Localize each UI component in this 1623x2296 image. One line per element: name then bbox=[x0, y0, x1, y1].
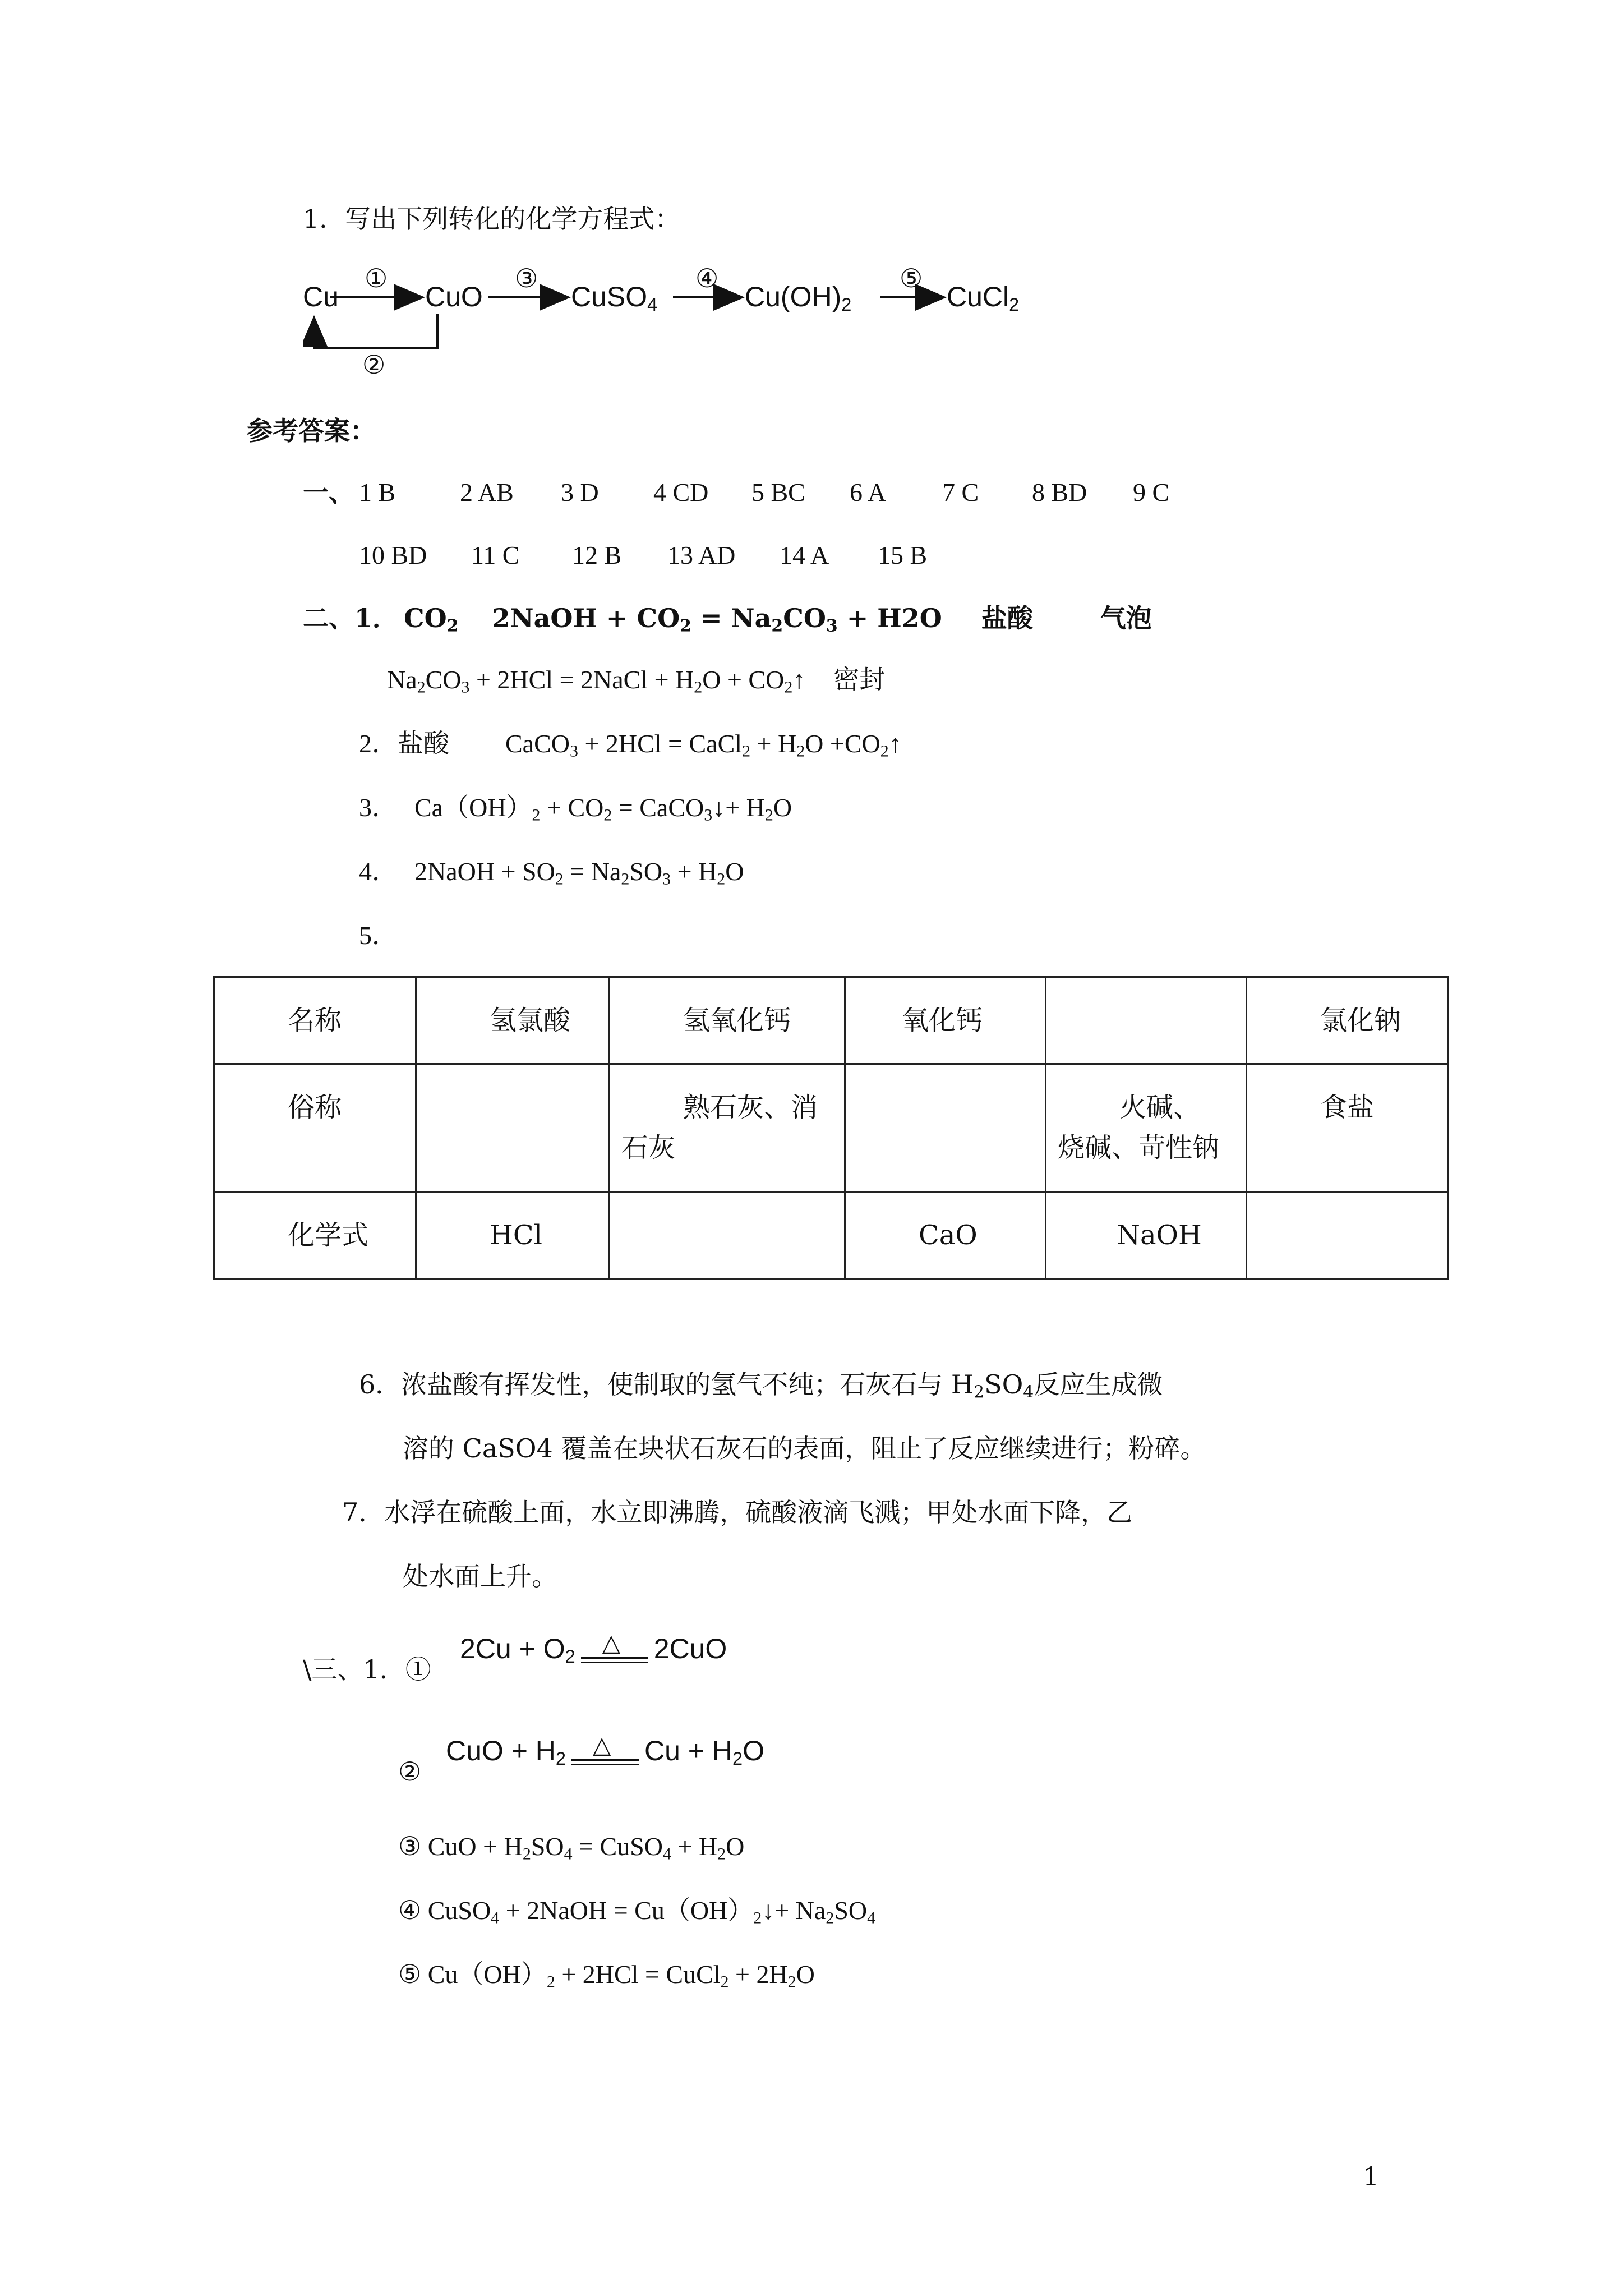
q6-line2: 溶的 CaSO4 覆盖在块状石灰石的表面，阻止了反应继续进行；粉碎。 bbox=[403, 1433, 1206, 1464]
question-1 bbox=[303, 202, 680, 236]
reaction-scheme bbox=[303, 264, 1088, 387]
table-cell bbox=[845, 1064, 1046, 1192]
table-cell: 氯化钠 bbox=[1247, 977, 1448, 1064]
q7-line1: 7．水浮在硫酸上面，水立即沸腾，硫酸液滴飞溅；甲处水面下降，乙 bbox=[342, 1497, 1133, 1527]
table-row bbox=[214, 1192, 1448, 1279]
scheme-label-1: ① bbox=[365, 263, 388, 293]
part2-line6: 5． bbox=[359, 921, 398, 950]
scheme-node-cucl2: CuCl$_2$ bbox=[947, 281, 1020, 315]
part1-row2: 10 BD 11 C 12 B 13 AD 14 A 15 B bbox=[359, 541, 928, 569]
table-cell bbox=[610, 1192, 845, 1279]
names-table bbox=[213, 976, 1449, 1280]
table-cell: 火碱、烧碱、苛性钠 bbox=[1046, 1064, 1247, 1192]
part1-label: 一、 bbox=[303, 477, 354, 508]
delta-symbol: △ bbox=[602, 1630, 620, 1656]
part3-eq2: CuO + $H_2$ △ $Cu + H_2O$ bbox=[446, 1732, 764, 1769]
table-cell: CaO bbox=[845, 1192, 1046, 1279]
table-cell: 氧化钙 bbox=[845, 977, 1046, 1064]
table-cell bbox=[1247, 1192, 1448, 1279]
table-row bbox=[214, 977, 1448, 1064]
table-cell: 氢氧化钙 bbox=[610, 977, 845, 1064]
part3-eq1: $2Cu + O_2$ △ 2CuO bbox=[460, 1630, 727, 1667]
scheme-label-3: ③ bbox=[515, 263, 538, 293]
page-number: 1 bbox=[1363, 2161, 1380, 2192]
table-cell: 名称 bbox=[214, 977, 416, 1064]
scheme-label-4: ④ bbox=[695, 263, 719, 293]
scheme-node-cuo: CuO bbox=[425, 281, 483, 312]
table-cell: HCl bbox=[416, 1192, 610, 1279]
part3-eq2-num: ② bbox=[398, 1756, 422, 1787]
arrow-2 bbox=[314, 314, 437, 348]
part2-line3: 2．盐酸 CaCO$_3$ + 2HCl = CaCl$_2$ + $H_2O$ $+CO_2↑$ bbox=[359, 729, 902, 761]
table-cell: 食盐 bbox=[1247, 1064, 1448, 1192]
q6-line1: 6．浓盐酸有挥发性，使制取的氢气不纯；石灰石与 $H_2SO_4$反应生成微 bbox=[359, 1369, 1163, 1402]
part3-eq4: ④ CuSO$_4$ + 2NaOH = $Cu(OH)_2↓+ Na_2SO_4$ bbox=[398, 1896, 876, 1927]
part3-eq5: ⑤ $Cu(OH)_2 + 2HCl$ = CuCl$_2$ + $2H_2O$ bbox=[398, 1960, 815, 1991]
part2-line4: 3． $Ca(OH)_2 + CO_2$ = CaCO$_3$↓+ $H_2O$ bbox=[359, 793, 792, 825]
part3-eq3: ③ CuO + $H_2SO_4$ = CuSO$_4$ + $H_2O$ bbox=[398, 1832, 745, 1864]
table-cell: NaOH bbox=[1046, 1192, 1247, 1279]
answer-title: 参考答案： bbox=[247, 416, 376, 446]
part2-line5: 4． 2NaOH + $SO_2 = Na_2SO_3 + H_2O$ bbox=[359, 857, 744, 889]
part2-line2: $Na_2CO_3 + 2HCl$ = 2NaCl + $H_2O$ + $CO_2↑$ 密封 bbox=[387, 665, 886, 697]
scheme-label-2: ② bbox=[362, 349, 386, 380]
table-cell: 俗称 bbox=[214, 1064, 416, 1192]
scheme-node-cuso4: CuSO$_4$ bbox=[571, 281, 658, 315]
part2-line1: 二、1． $CO_2$ 2NaOH + $CO_2 = Na_2CO_3 + H2O$ 盐酸 气泡 bbox=[303, 603, 1152, 636]
table-row bbox=[214, 1064, 1448, 1192]
part3-label: \三、1．① bbox=[303, 1654, 431, 1685]
scheme-node-cuoh2: $Cu(OH)_2$ bbox=[745, 281, 852, 315]
question-number: 1． bbox=[303, 204, 345, 234]
table-cell bbox=[416, 1064, 610, 1192]
table-cell bbox=[1046, 977, 1247, 1064]
scheme-node-cu: Cu bbox=[303, 281, 339, 312]
table-cell: 熟石灰、消石灰 bbox=[610, 1064, 845, 1192]
table-cell: 化学式 bbox=[214, 1192, 416, 1279]
table-cell: 氢氯酸 bbox=[416, 977, 610, 1064]
question-text: 写出下列转化的化学方程式： bbox=[345, 204, 681, 234]
part1-row1: 1 B 2 AB 3 D 4 CD 5 BC 6 A 7 C 8 BD 9 C bbox=[359, 478, 1170, 507]
q7-line2: 处水面上升。 bbox=[403, 1561, 557, 1591]
delta-symbol: △ bbox=[592, 1732, 611, 1758]
scheme-label-5: ⑤ bbox=[900, 263, 923, 293]
